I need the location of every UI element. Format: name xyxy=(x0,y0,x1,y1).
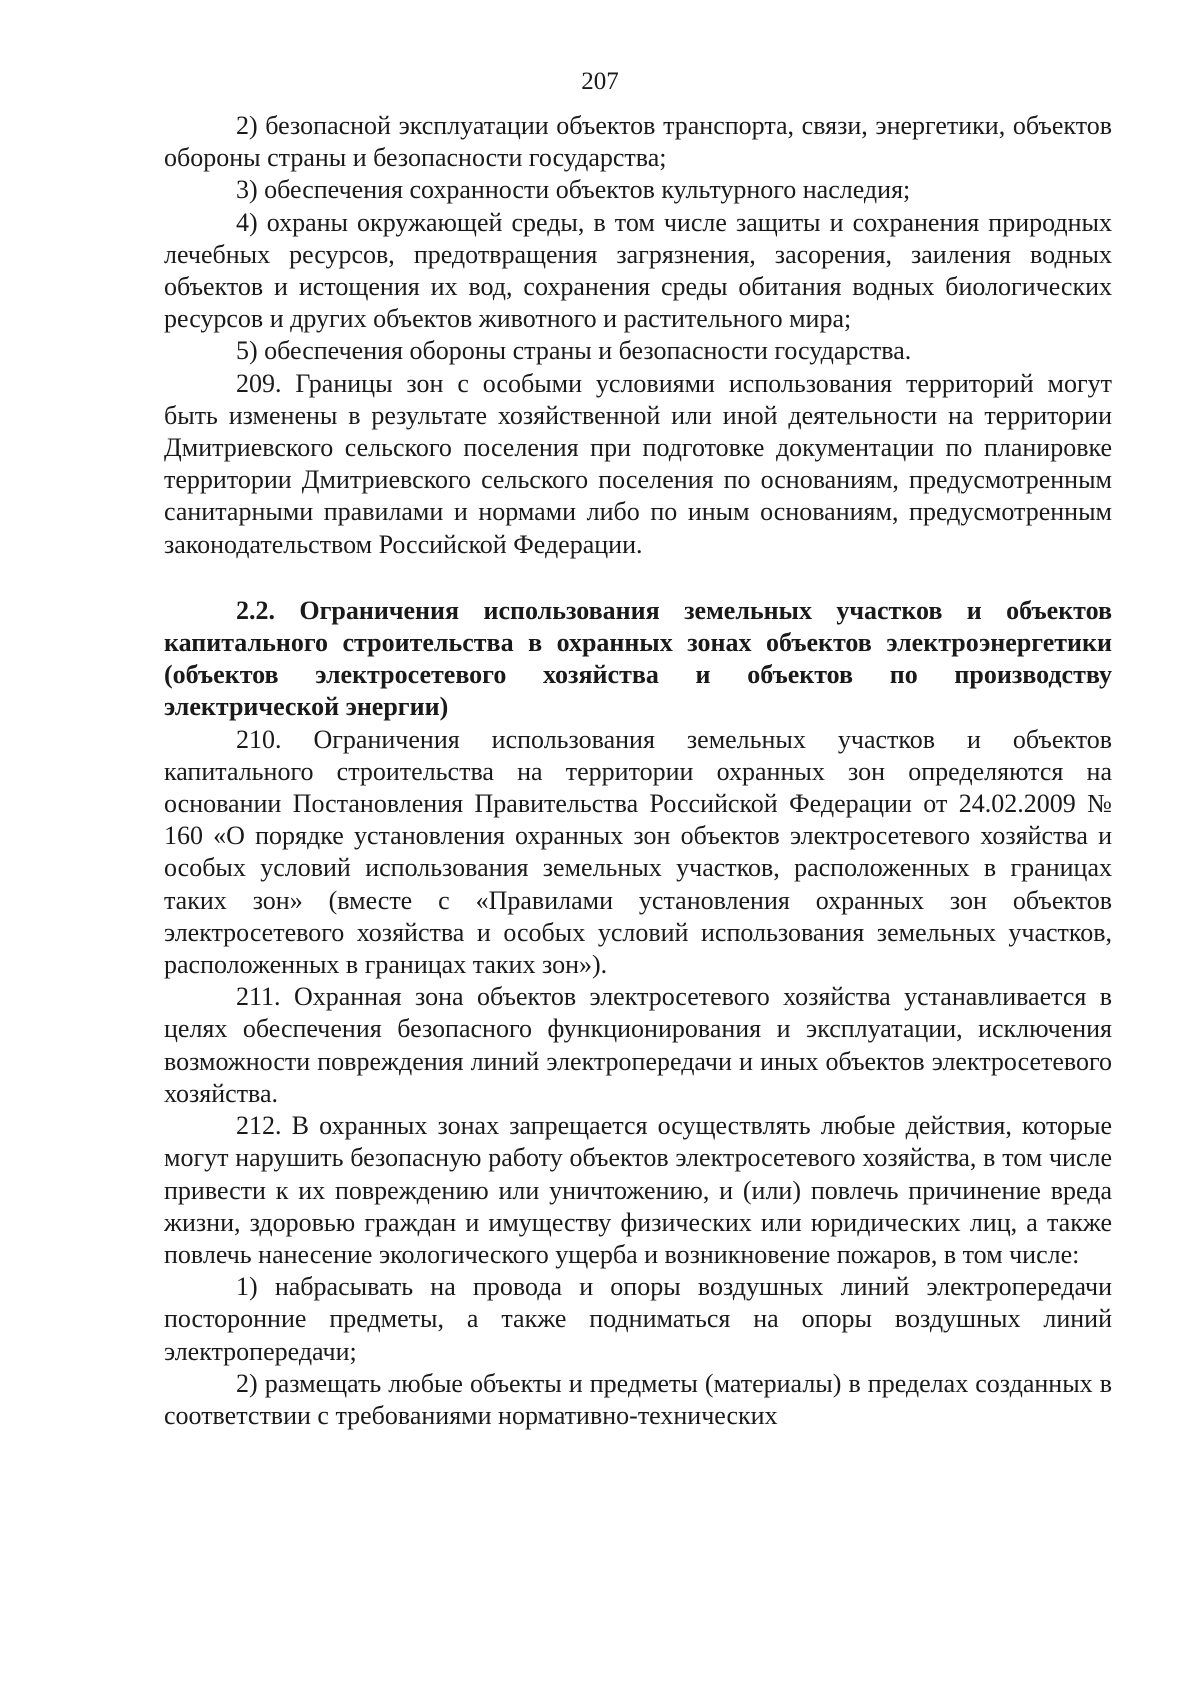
document-body xyxy=(164,110,1112,1432)
article-paragraph: 211. Охранная зона объектов электросетевого хозяйства устанавливается в целях обеспечения безопасного функционирования и эксплуатации, исключения возможности повреждения линий электропередачи и иных объектов электросетевого хозяйства. xyxy=(164,982,1112,1108)
section-heading: 2.2. Ограничения использования земельных участков и объектов капитального строительства в охранных зонах объектов электроэнергетики (объектов электросетевого хозяйства и объектов по производству электрической энергии) xyxy=(164,595,1112,722)
article-paragraph: 209. Границы зон с особыми условиями использования территорий могут быть изменены в результате хозяйственной или иной деятельности на территории Дмитриевского сельского поселения при подготовке документации по планировке территории Дмитриевского сельского поселения по основаниям, предусмотренным санитарными правилами и нормами либо по иным основаниям, предусмотренным законодательством Российской Федерации. xyxy=(164,368,1112,559)
page-number: 207 xyxy=(581,68,619,95)
list-item-paragraph: 2) безопасной эксплуатации объектов транспорта, связи, энергетики, объектов обороны страны и безопасности государства; xyxy=(164,111,1112,173)
list-item-paragraph: 1) набрасывать на провода и опоры воздушных линий электропередачи посторонние предметы, а также подниматься на опоры воздушных линий электропередачи; xyxy=(164,1272,1112,1366)
list-item-paragraph: 5) обеспечения обороны страны и безопасности государства. xyxy=(236,336,912,366)
article-paragraph: 210. Ограничения использования земельных участков и объектов капитального строительства на территории охранных зон определяются на основании Постановления Правительства Российской Федерации от 24.02.2009 № 160 «О порядке установления охранных зон объектов электросетевого хозяйства и особых условий использования земельных участков, расположенных в границах таких зон» (вместе с «Правилами установления охранных зон объектов электросетевого хозяйства и особых условий использования земельных участков, расположенных в границах таких зон»). xyxy=(164,724,1112,980)
list-item-paragraph: 2) размещать любые объекты и предметы (материалы) в пределах созданных в соответствии с требованиями нормативно-технических xyxy=(164,1368,1112,1430)
article-paragraph: 212. В охранных зонах запрещается осуществлять любые действия, которые могут нарушить безопасную работу объектов электросетевого хозяйства, в том числе привести к их повреждению или уничтожению, и (или) повлечь причинение вреда жизни, здоровью граждан и имуществу физических или юридических лиц, а также повлечь нанесение экологического ущерба и возникновение пожаров, в том числе: xyxy=(164,1111,1112,1269)
list-item-paragraph: 3) обеспечения сохранности объектов культурного наследия; xyxy=(236,175,911,205)
list-item-paragraph: 4) охраны окружающей среды, в том числе защиты и сохранения природных лечебных ресурсов, предотвращения загрязнения, засорения, заиления водных объектов и истощения их вод, сохранения среды обитания водных биологических ресурсов и других объектов животного и растительного мира; xyxy=(164,207,1112,334)
